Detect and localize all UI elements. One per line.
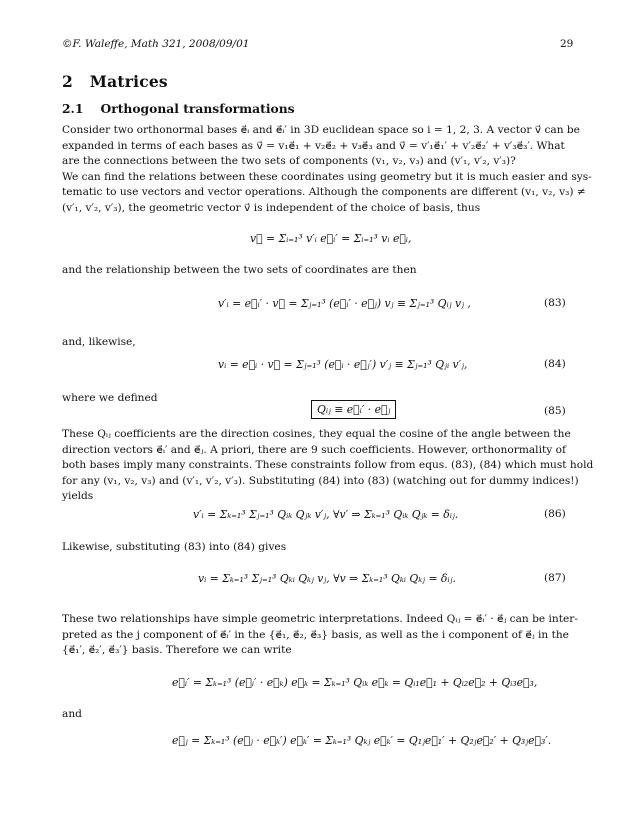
equation-number-83: (83): [544, 297, 566, 309]
equation-expand-ei-prime: e⃗ᵢ′ = Σₖ₌₁³ (e⃗ᵢ′ · e⃗ₖ) e⃗ₖ = Σₖ₌₁³ Qᵢₖ e⃗ₖ = Qᵢ₁e⃗₁ + Qᵢ₂e⃗₂ + Qᵢ₃e⃗₃,: [172, 676, 538, 689]
paragraph-likewise: and, likewise,: [62, 336, 136, 348]
equation-86: v′ᵢ = Σₖ₌₁³ Σⱼ₌₁³ Qᵢₖ Qⱼₖ v′ⱼ, ∀v′ ⇒ Σₖ₌₁³ Qᵢₖ Qⱼₖ = δᵢⱼ.: [193, 508, 459, 521]
equation-number-84: (84): [544, 358, 566, 370]
subsection-title: Orthogonal transformations: [100, 101, 295, 116]
paragraph-where-defined: where we defined: [62, 392, 158, 404]
text-line: These two relationships have simple geometric interpretations. Indeed Qᵢⱼ = e⃗ᵢ′ · e⃗ⱼ can be inter-: [62, 613, 578, 625]
equation-expand-ej: e⃗ⱼ = Σₖ₌₁³ (e⃗ⱼ · e⃗ₖ′) e⃗ₖ′ = Σₖ₌₁³ Qₖⱼ e⃗ₖ′ = Q₁ⱼe⃗₁′ + Q₂ⱼe⃗₂′ + Q₃ⱼe⃗₃′.: [172, 734, 552, 747]
paragraph-interpretations: [62, 612, 578, 659]
equation-87: vᵢ = Σₖ₌₁³ Σⱼ₌₁³ Qₖᵢ Qₖⱼ vⱼ, ∀v ⇒ Σₖ₌₁³ Qₖᵢ Qₖⱼ = δᵢⱼ.: [198, 572, 456, 585]
running-header: ©F. Waleffe, Math 321, 2008/09/01: [62, 38, 250, 50]
section-number: 2: [62, 72, 73, 91]
subsection-heading: [62, 101, 295, 116]
subsection-number: 2.1: [62, 101, 84, 116]
paragraph-direction-cosines: [62, 427, 593, 505]
text-line: yields: [62, 490, 94, 503]
text-line: for any (v₁, v₂, v₃) and (v′₁, v′₂, v′₃). Substituting (84) into (83) (watching out for dummy indices!): [62, 474, 579, 487]
boxed-definition: Qᵢⱼ ≡ e⃗ᵢ′ · e⃗ⱼ: [311, 400, 396, 419]
text-line: Consider two orthonormal bases e⃗ᵢ and e⃗ᵢ′ in 3D euclidean space so i = 1, 2, 3. A vector v⃗ can be: [62, 124, 580, 136]
paragraph-relationship: and the relationship between the two sets of coordinates are then: [62, 264, 417, 276]
paragraph-intro: [62, 123, 592, 217]
text-line: {e⃗₁′, e⃗₂′, e⃗₃′} basis. Therefore we can write: [62, 644, 292, 657]
section-heading: [62, 72, 168, 91]
paragraph-and: and: [62, 708, 82, 720]
text-line: These Qᵢⱼ coefficients are the direction cosines, they equal the cosine of the angle between the: [62, 428, 571, 440]
text-line: preted as the j component of e⃗ᵢ′ in the {e⃗₁, e⃗₂, e⃗₃} basis, as well as the i component of e⃗ⱼ in the: [62, 628, 569, 641]
text-line: We can find the relations between these coordinates using geometry but it is much easier and sys-: [62, 170, 592, 183]
page-number: 29: [560, 38, 574, 50]
equation-basis-independence: v⃗ = Σᵢ₌₁³ v′ᵢ e⃗ᵢ′ = Σᵢ₌₁³ vᵢ e⃗ᵢ,: [250, 232, 412, 245]
paragraph-likewise-substituting: Likewise, substituting (83) into (84) gives: [62, 541, 287, 553]
section-title: Matrices: [89, 72, 168, 91]
equation-84: vᵢ = e⃗ᵢ · v⃗ = Σⱼ₌₁³ (e⃗ᵢ · e⃗ⱼ′) v′ⱼ ≡ Σⱼ₌₁³ Qⱼᵢ v′ⱼ,: [218, 358, 468, 371]
text-line: direction vectors e⃗ᵢ′ and e⃗ⱼ. A priori, there are 9 such coefficients. However, orthonormality of: [62, 443, 566, 456]
text-line: expanded in terms of each bases as v⃗ = v₁e⃗₁ + v₂e⃗₂ + v₃e⃗₃ and v⃗ = v′₁e⃗₁′ + v′₂e⃗₂′ + v′₃e⃗₃′. What: [62, 139, 565, 152]
text-line: are the connections between the two sets of components (v₁, v₂, v₃) and (v′₁, v′₂, v′₃)?: [62, 155, 516, 168]
text-line: (v′₁, v′₂, v′₃), the geometric vector v⃗ is independent of the choice of basis, thus: [62, 201, 481, 214]
equation-85: [311, 403, 396, 416]
equation-number-85: (85): [544, 405, 566, 417]
equation-83: v′ᵢ = e⃗ᵢ′ · v⃗ = Σⱼ₌₁³ (e⃗ᵢ′ · e⃗ⱼ) vⱼ ≡ Σⱼ₌₁³ Qᵢⱼ vⱼ ,: [218, 297, 471, 310]
text-line: tematic to use vectors and vector operations. Although the components are different (v₁, v₂, v₃) ≠: [62, 186, 586, 199]
text-line: both bases imply many constraints. These constraints follow from equs. (83), (84) which must hold: [62, 459, 594, 472]
equation-number-87: (87): [544, 572, 566, 584]
equation-number-86: (86): [544, 508, 566, 520]
